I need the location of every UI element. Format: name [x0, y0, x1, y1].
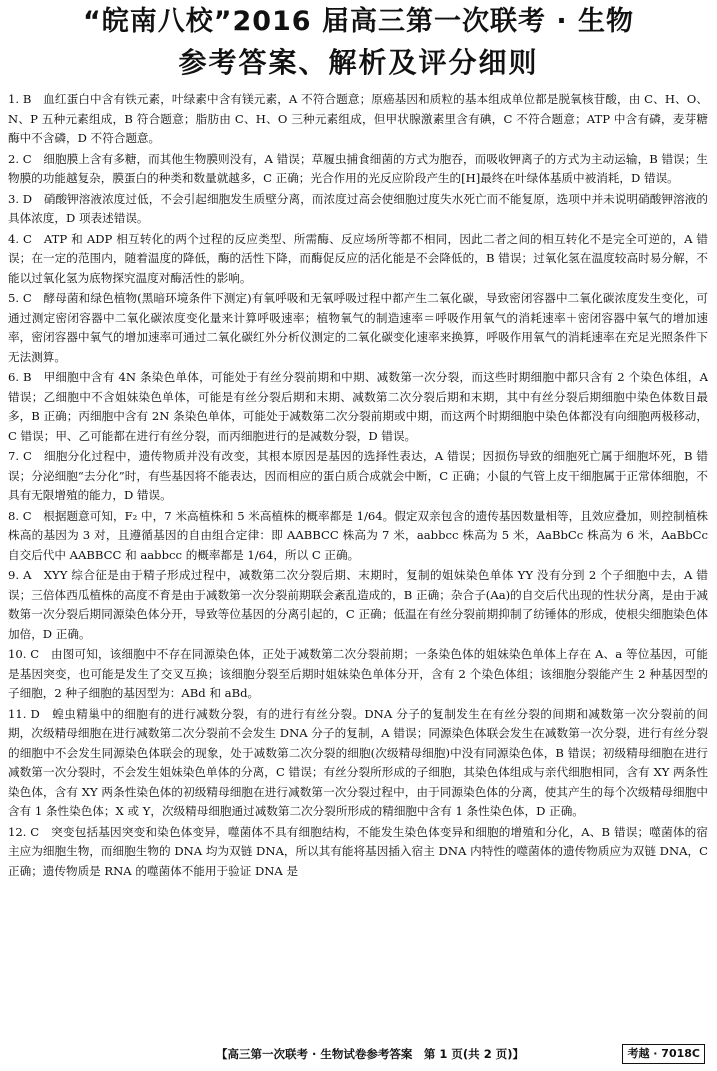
answer-item-6: 6. B 甲细胞中含有 4N 条染色单体，可能处于有丝分裂前期和中期、减数第一次分裂，而这些时期细胞中都只含有 2 个染色体组，A 错误；乙细胞中不含姐妹染色单体，可能是有丝分裂后期和末期、减数第二次分裂后期和末期，其中有丝分裂后期细胞中染色体数目最多，B 正确；丙细胞中含有 2N 条染色单体，可能处于减数第二次分裂前期或中期，而这两个时期细胞中染色体都没有向细胞两极移动，C 错误；甲、乙可能都在进行有丝分裂，而丙细胞进行的是减数分裂，D 错误。 [8, 370, 708, 443]
answer-item-10: 10. C 由图可知，该细胞中不存在同源染色体，正处于减数第二次分裂前期；一条染色体的姐妹染色单体上存在 A、a 等位基因，可能是基因突变，也可能是发生了交叉互换；该细胞分裂至后期时姐妹染色单体分开，含有 2 个染色体组；该细胞分裂能产生 2 种基因型的子细胞，2 种子细胞的基因型为：ABd 和 aBd。 [8, 647, 708, 700]
answer-item-2: 2. C 细胞膜上含有多糖，而其他生物膜则没有，A 错误；草履虫捕食细菌的方式为胞吞，而吸收钾离子的方式为主动运输，B 错误；生物膜的功能越复杂，膜蛋白的种类和数量就越多，C 正确；光合作用的光反应阶段产生的[H]最终在叶绿体基质中被消耗，D 错误。 [8, 151, 708, 185]
page-footer [0, 1044, 717, 1064]
answer-item-8: 8. C 根据题意可知，F₂ 中，7 米高植株和 5 米高植株的概率都是 1/64。假定双亲包含的遗传基因数量相等，且效应叠加，则控制植株株高的基因为 3 对，且遵循基因的自由组合定律：即 AABBCC 株高为 7 米，aabbcc 株高为 5 米，AaBbCc 株高为 6 米，AaBbCc 自交后代中 AABBCC 和 aabbcc 的概率都是 1/64，所以 C 正确。 [8, 508, 708, 562]
answer-item-7: 7. C 细胞分化过程中，遗传物质并没有改变，其根本原因是基因的选择性表达，A 错误；因损伤导致的细胞死亡属于细胞坏死，B 错误；分泌细胞“去分化”时，有些基因将不能表达，因而相应的蛋白质合成就会中断，C 正确；小鼠的气管上皮干细胞属于正常体细胞，不具有无限增殖的能力，D 错误。 [8, 449, 708, 502]
footer-page-info: 【高三第一次联考 · 生物试卷参考答案 第 1 页(共 2 页)】 [216, 1047, 524, 1061]
answer-item-1: 1. B 血红蛋白中含有铁元素，叶绿素中含有镁元素，A 不符合题意；原癌基因和质粒的基本组成单位都是脱氧核苷酸，由 C、H、O、N、P 五种元素组成，B 符合题意；脂肪由 C、H、O 三种元素组成，但甲状腺激素里含有碘，C 不符合题意；ATP 中含有磷，麦芽糖酶中不含磷，D 不符合题意。 [8, 92, 708, 145]
page-subtitle: 参考答案、解析及评分细则 [178, 46, 539, 79]
answer-list [8, 90, 708, 882]
answer-item-12: 12. C 突变包括基因突变和染色体变异，噬菌体不具有细胞结构，不能发生染色体变异和细胞的增殖和分化，A、B 错误；噬菌体的宿主应为细胞生物，而细胞生物的 DNA 均为双链 DNA，所以其有能将基因插入宿主 DNA 内特性的噬菌体的遗传物质应为双链 DNA，C 正确；遗传物质是 RNA 的噬菌体不能用于验证 DNA 是 [8, 824, 708, 878]
page-title: “皖南八校”2016 届高三第一次联考 · 生物 [82, 6, 635, 37]
exam-code-badge: 考越 · 7018C [622, 1044, 705, 1064]
answer-item-4: 4. C ATP 和 ADP 相互转化的两个过程的反应类型、所需酶、反应场所等都不相同，因此二者之间的相互转化不是完全可逆的，A 错误；在一定的范围内，随着温度的降低，酶的活性下降，而酶促反应的活化能是不会降低的，B 错误；过氧化氢在温度较高时易分解，不能以过氧化氢为底物探究温度对酶活性的影响。 [8, 231, 708, 285]
answer-item-3: 3. D 硝酸钾溶液浓度过低，不会引起细胞发生质壁分离，而浓度过高会使细胞过度失水死亡而不能复原，选项中并未说明硝酸钾溶液的具体浓度，D 项表述错误。 [8, 191, 708, 225]
answer-item-11: 11. D 蝗虫精巢中的细胞有的进行减数分裂，有的进行有丝分裂。DNA 分子的复制发生在有丝分裂的间期和减数第一次分裂前的间期，次级精母细胞在进行减数第二次分裂前不会发生 DNA 分子的复制，A 错误；同源染色体联会发生在减数第一次分裂，进行有丝分裂的细胞中不会发生同源染色体联会的现象，处于减数第二次分裂的细胞(次级精母细胞)中没有同源染色体，B 错误；初级精母细胞在进行减数第一次分裂时，不会发生姐妹染色单体的分离，C 错误；有丝分裂所形成的子细胞，其染色体组成与亲代细胞相同，含有 XY 两条性染色体，含有 XY 两条性染色体的初级精母细胞在进行减数第一次分裂过程中，由于同源染色体的分离，使其产生的每个次级精母细胞中含有 1 条性染色体；X 或 Y，次级精母细胞通过减数第二次分裂所形成的精细胞中含有 1 条性染色体，D 正确。 [8, 706, 708, 818]
answer-item-9: 9. A XYY 综合征是由于精子形成过程中，减数第二次分裂后期、末期时，复制的姐妹染色单体 YY 没有分到 2 个子细胞中去，A 错误；三倍体西瓜植株的高度不育是由于减数第一次分裂前期联会紊乱造成的，B 正确；杂合子(Aa)的自交后代出现的性状分离，是由于减数第一次分裂后期同源染色体分开，导致等位基因的分离引起的，C 正确；低温在有丝分裂前期抑制了纺锤体的形成，使根尖细胞染色体加倍，D 正确。 [8, 568, 708, 641]
answer-item-5: 5. C 酵母菌和绿色植物(黑暗环境条件下测定)有氧呼吸和无氧呼吸过程中都产生二氧化碳，导致密闭容器中二氧化碳浓度发生变化，可通过测定密闭容器中二氧化碳浓度变化量来计算呼吸速率；植物氧气的制造速率＝呼吸作用氧气的消耗速率＋密闭容器中氧气的增加速率，密闭容器中氧气的增加速率可通过二氧化碳红外分析仪测定的二氧化碳变化速率来换算，呼吸作用氧气的消耗速率在充足光照条件下无法测算。 [8, 291, 708, 364]
